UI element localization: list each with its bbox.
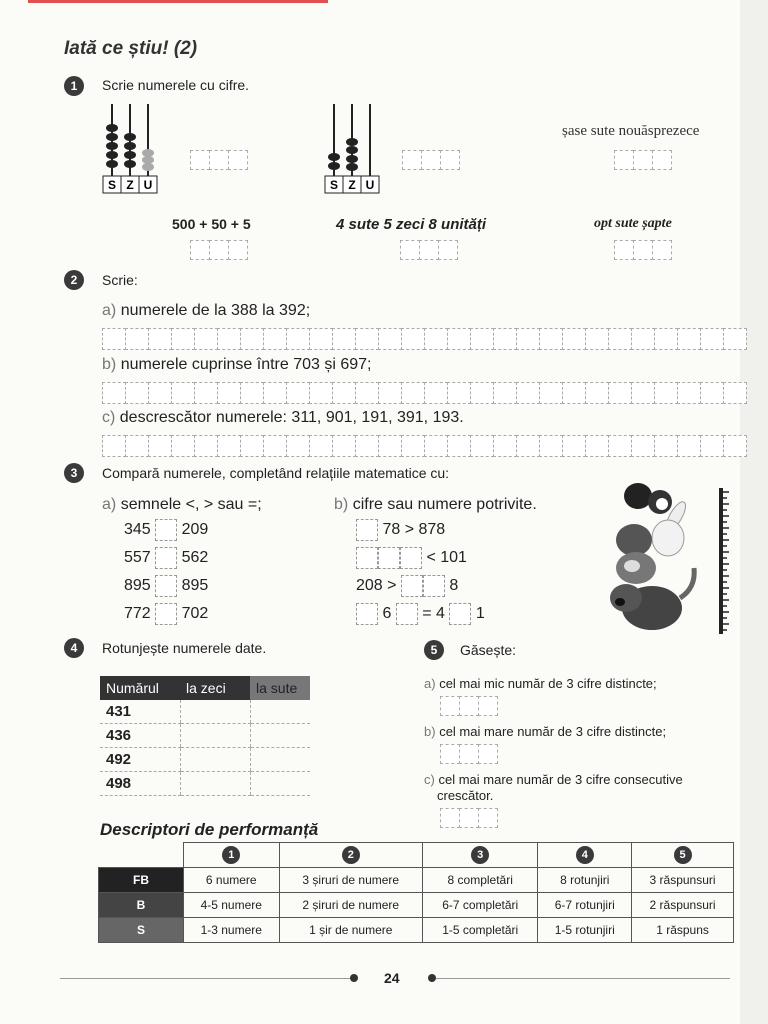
- descriptor-cell: 1-5 rotunjiri: [538, 918, 632, 943]
- answer-box[interactable]: [562, 435, 586, 457]
- abacus-label-u: U: [143, 178, 153, 192]
- abacus2-label-s: S: [329, 178, 339, 192]
- answer-box[interactable]: [447, 382, 471, 404]
- fill-slot[interactable]: [401, 575, 423, 597]
- answer-box[interactable]: [286, 328, 310, 350]
- rounding-tens-cell[interactable]: [180, 724, 250, 748]
- expression-1: 500 + 50 + 5: [172, 216, 251, 232]
- exercise-5c-letter: c): [424, 772, 435, 787]
- compare-right: 562: [181, 549, 209, 567]
- answer-box[interactable]: [585, 435, 609, 457]
- descriptor-cell: 2 șiruri de numere: [279, 893, 422, 918]
- exercise-1-number: 1: [64, 76, 84, 96]
- descriptors-col-4: [538, 843, 632, 868]
- answer-box[interactable]: [194, 328, 218, 350]
- answer-box[interactable]: [286, 435, 310, 457]
- answer-box[interactable]: [217, 382, 241, 404]
- answer-box[interactable]: [677, 328, 701, 350]
- descriptor-number: 4: [576, 846, 594, 864]
- answer-box[interactable]: [447, 328, 471, 350]
- answer-box[interactable]: [562, 328, 586, 350]
- rounding-header-hundreds: la sute: [250, 676, 310, 700]
- fill-slot[interactable]: [423, 575, 445, 597]
- answer-box[interactable]: [263, 382, 287, 404]
- rounding-tens-cell[interactable]: [180, 772, 250, 796]
- answer-box[interactable]: [677, 435, 701, 457]
- table-row: [100, 724, 310, 748]
- answer-box[interactable]: [700, 435, 724, 457]
- table-row: [99, 918, 734, 943]
- expression-3: opt sute șapte: [594, 216, 672, 231]
- answer-box[interactable]: [102, 382, 126, 404]
- exercise-2c-text: descrescător numerele: 311, 901, 191, 391, 193.: [119, 409, 464, 426]
- answer-box[interactable]: [286, 382, 310, 404]
- top-accent-line: [28, 0, 328, 3]
- answer-box[interactable]: [493, 382, 517, 404]
- answer-box[interactable]: [470, 382, 494, 404]
- answer-box[interactable]: [309, 435, 333, 457]
- answer-box[interactable]: [539, 328, 563, 350]
- exercise-3a-letter: a): [102, 496, 117, 513]
- animals-illustration: [596, 478, 712, 650]
- footer-dot-left: [350, 974, 358, 982]
- exercise-5c-text-2: crescător.: [437, 788, 494, 803]
- answer-box[interactable]: [608, 328, 632, 350]
- exercise-3b: [334, 496, 537, 514]
- descriptor-cell: 2 răspunsuri: [632, 893, 734, 918]
- answer-box[interactable]: [493, 435, 517, 457]
- fill-slot[interactable]: [449, 603, 471, 625]
- descriptors-col-2: [279, 843, 422, 868]
- answer-box[interactable]: [355, 328, 379, 350]
- footer-line-left: [60, 978, 354, 979]
- rounding-table: [100, 676, 310, 796]
- exercise-5a-text: cel mai mic număr de 3 cifre distincte;: [439, 676, 657, 691]
- answer-box[interactable]: [631, 435, 655, 457]
- answer-box[interactable]: [654, 382, 678, 404]
- answer-box[interactable]: [493, 328, 517, 350]
- descriptor-number: 5: [674, 846, 692, 864]
- descriptor-cell: 8 completări: [423, 868, 538, 893]
- table-row: [100, 748, 310, 772]
- page-number: 24: [384, 970, 400, 986]
- exercise-5b-text: cel mai mare număr de 3 cifre distincte;: [439, 724, 667, 739]
- exercise-5-number: 5: [424, 640, 444, 660]
- answer-box[interactable]: [654, 435, 678, 457]
- answer-box[interactable]: [516, 382, 540, 404]
- answer-box[interactable]: [332, 382, 356, 404]
- answer-box[interactable]: [470, 435, 494, 457]
- abacus2-label-u: U: [365, 178, 375, 192]
- fill-slot[interactable]: [378, 547, 400, 569]
- exercise-3b-text: cifre sau numere potrivite.: [352, 496, 537, 513]
- answer-box[interactable]: [723, 382, 747, 404]
- answer-box[interactable]: [263, 435, 287, 457]
- rounding-header-tens: la zeci: [180, 676, 250, 700]
- page-title: Iată ce știu! (2): [64, 38, 198, 59]
- descriptor-cell: 6-7 completări: [423, 893, 538, 918]
- answer-boxes-expr-3[interactable]: [614, 240, 671, 260]
- answer-box[interactable]: [309, 382, 333, 404]
- table-row: [99, 893, 734, 918]
- compare-row-3: [124, 575, 208, 597]
- answer-box[interactable]: [332, 328, 356, 350]
- answer-box[interactable]: [171, 435, 195, 457]
- exercise-2a-letter: a): [102, 302, 117, 319]
- exercise-2-instruction: Scrie:: [102, 272, 138, 288]
- descriptor-cell: 1 răspuns: [632, 918, 734, 943]
- descriptors-title: Descriptori de performanță: [100, 820, 319, 839]
- ruler: [716, 488, 730, 634]
- words-number-text: șase sute nouăsprezece: [562, 123, 700, 139]
- exercise-2b-text: numerele cuprinse între 703 și 697;: [120, 356, 372, 373]
- answer-box[interactable]: [148, 382, 172, 404]
- descriptors-col-5: [632, 843, 734, 868]
- rounding-hundreds-cell[interactable]: [250, 748, 310, 772]
- level-label: FB: [99, 868, 184, 893]
- answer-box[interactable]: [378, 382, 402, 404]
- answer-box[interactable]: [424, 382, 448, 404]
- compare-left: 772: [124, 605, 151, 623]
- answer-box[interactable]: [102, 328, 126, 350]
- rounding-header-number: Numărul: [100, 676, 180, 700]
- compare-left: 895: [124, 577, 151, 595]
- level-label: S: [99, 918, 184, 943]
- fill-text-c: 1: [475, 605, 485, 623]
- descriptor-number: 3: [471, 846, 489, 864]
- rounding-number: 498: [100, 772, 180, 796]
- abacus2-label-z: Z: [348, 178, 356, 192]
- answer-box[interactable]: [148, 435, 172, 457]
- answer-box[interactable]: [355, 382, 379, 404]
- descriptor-cell: 1-3 numere: [184, 918, 280, 943]
- answer-box[interactable]: [723, 435, 747, 457]
- descriptor-number: 2: [342, 846, 360, 864]
- exercise-3-number: 3: [64, 463, 84, 483]
- answer-box[interactable]: [309, 328, 333, 350]
- fill-text-a: 6: [382, 605, 392, 623]
- descriptor-cell: 8 rotunjiri: [538, 868, 632, 893]
- exercise-5a: [424, 676, 657, 691]
- descriptor-number: 1: [222, 846, 240, 864]
- descriptors-col-3: [423, 843, 538, 868]
- answer-box[interactable]: [608, 435, 632, 457]
- answer-box[interactable]: [585, 382, 609, 404]
- fill-text: < 101: [426, 549, 467, 567]
- fill-text-b: = 4: [422, 605, 445, 623]
- answer-box[interactable]: [401, 382, 425, 404]
- compare-right: 895: [181, 577, 209, 595]
- abacus-2: [322, 102, 386, 196]
- compare-right: 209: [181, 521, 209, 539]
- answer-box[interactable]: [171, 328, 195, 350]
- answer-boxes-5b[interactable]: [440, 744, 497, 764]
- fill-slot[interactable]: [396, 603, 418, 625]
- answer-row-2c[interactable]: [102, 435, 746, 457]
- answer-box[interactable]: [102, 435, 126, 457]
- answer-boxes-words[interactable]: [614, 150, 671, 170]
- answer-box[interactable]: [516, 435, 540, 457]
- exercise-2c-letter: c): [102, 409, 116, 426]
- answer-box[interactable]: [539, 382, 563, 404]
- answer-box[interactable]: [217, 435, 241, 457]
- exercise-5-instruction: Găsește:: [460, 642, 517, 658]
- answer-boxes-abacus-2[interactable]: [402, 150, 459, 170]
- answer-boxes-expr-1[interactable]: [190, 240, 247, 260]
- abacus-1: [100, 102, 164, 196]
- fill-text-left: 208 >: [356, 577, 397, 595]
- compare-row-4: [124, 603, 208, 625]
- exercise-4-number: 4: [64, 638, 84, 658]
- compare-left: 345: [124, 521, 151, 539]
- fill-slot[interactable]: [356, 603, 378, 625]
- fill-row-3: [356, 575, 458, 597]
- compare-right: 702: [181, 605, 209, 623]
- answer-box[interactable]: [700, 328, 724, 350]
- compare-slot[interactable]: [155, 575, 177, 597]
- answer-box[interactable]: [562, 382, 586, 404]
- abacus-label-s: S: [107, 178, 117, 192]
- exercise-5c: [424, 772, 683, 787]
- expression-2: 4 sute 5 zeci 8 unități: [336, 216, 487, 233]
- exercise-5b: [424, 724, 666, 739]
- answer-boxes-5c[interactable]: [440, 808, 497, 828]
- answer-box[interactable]: [240, 328, 264, 350]
- answer-box[interactable]: [378, 328, 402, 350]
- footer-dot-right: [428, 974, 436, 982]
- abacus-label-z: Z: [126, 178, 134, 192]
- page-edge: [740, 0, 768, 1024]
- answer-boxes-abacus-1[interactable]: [190, 150, 247, 170]
- answer-box[interactable]: [677, 382, 701, 404]
- answer-box[interactable]: [148, 328, 172, 350]
- compare-left: 557: [124, 549, 151, 567]
- answer-box[interactable]: [700, 382, 724, 404]
- footer-line-right: [436, 978, 730, 979]
- compare-slot[interactable]: [155, 547, 177, 569]
- rounding-number: 492: [100, 748, 180, 772]
- descriptor-cell: 4-5 numere: [184, 893, 280, 918]
- fill-slot[interactable]: [400, 547, 422, 569]
- answer-box[interactable]: [585, 328, 609, 350]
- answer-box[interactable]: [470, 328, 494, 350]
- compare-row-2: [124, 547, 208, 569]
- fill-slot[interactable]: [356, 519, 378, 541]
- exercise-5b-letter: b): [424, 724, 436, 739]
- exercise-2b-letter: b): [102, 356, 117, 373]
- answer-box[interactable]: [194, 435, 218, 457]
- answer-box[interactable]: [631, 328, 655, 350]
- rounding-tens-cell[interactable]: [180, 700, 250, 724]
- answer-box[interactable]: [424, 328, 448, 350]
- exercise-3b-letter: b): [334, 496, 349, 513]
- rounding-number: 436: [100, 724, 180, 748]
- rounding-hundreds-cell[interactable]: [250, 700, 310, 724]
- exercise-4-instruction: Rotunjește numerele date.: [102, 640, 267, 656]
- answer-box[interactable]: [654, 328, 678, 350]
- fill-row-2: [356, 547, 467, 569]
- answer-box[interactable]: [447, 435, 471, 457]
- fill-row-1: [356, 519, 445, 541]
- rounding-hundreds-cell[interactable]: [250, 772, 310, 796]
- descriptors-table: [98, 842, 734, 943]
- answer-boxes-expr-2[interactable]: [400, 240, 457, 260]
- answer-box[interactable]: [194, 382, 218, 404]
- compare-slot[interactable]: [155, 519, 177, 541]
- rounding-tens-cell[interactable]: [180, 748, 250, 772]
- descriptor-cell: 3 răspunsuri: [632, 868, 734, 893]
- table-row: [100, 772, 310, 796]
- table-row: [100, 700, 310, 724]
- compare-row-1: [124, 519, 208, 541]
- answer-box[interactable]: [378, 435, 402, 457]
- answer-row-2b[interactable]: [102, 382, 746, 404]
- descriptor-cell: 3 șiruri de numere: [279, 868, 422, 893]
- exercise-2b: [102, 356, 372, 374]
- answer-box[interactable]: [125, 435, 149, 457]
- fill-text: 78 > 878: [382, 521, 446, 539]
- compare-slot[interactable]: [155, 603, 177, 625]
- descriptor-cell: 1-5 completări: [423, 918, 538, 943]
- answer-box[interactable]: [424, 435, 448, 457]
- exercise-3a: [102, 496, 262, 514]
- answer-box[interactable]: [240, 382, 264, 404]
- table-row: [99, 868, 734, 893]
- answer-box[interactable]: [723, 328, 747, 350]
- exercise-5c-text-1: cel mai mare număr de 3 cifre consecutive: [438, 772, 683, 787]
- answer-box[interactable]: [125, 382, 149, 404]
- descriptor-cell: 6-7 rotunjiri: [538, 893, 632, 918]
- fill-slot[interactable]: [356, 547, 378, 569]
- exercise-1-instruction: Scrie numerele cu cifre.: [102, 77, 250, 93]
- answer-box[interactable]: [171, 382, 195, 404]
- exercise-2a: [102, 302, 310, 320]
- exercise-2c: [102, 409, 464, 427]
- answer-box[interactable]: [631, 382, 655, 404]
- exercise-2a-text: numerele de la 388 la 392;: [120, 302, 311, 319]
- answer-box[interactable]: [240, 435, 264, 457]
- answer-box[interactable]: [608, 382, 632, 404]
- exercise-5a-letter: a): [424, 676, 436, 691]
- descriptor-cell: 6 numere: [184, 868, 280, 893]
- answer-box[interactable]: [263, 328, 287, 350]
- answer-box[interactable]: [401, 328, 425, 350]
- answer-box[interactable]: [125, 328, 149, 350]
- answer-box[interactable]: [539, 435, 563, 457]
- answer-box[interactable]: [516, 328, 540, 350]
- rounding-hundreds-cell[interactable]: [250, 724, 310, 748]
- answer-box[interactable]: [217, 328, 241, 350]
- answer-row-2a[interactable]: [102, 328, 746, 350]
- descriptor-cell: 1 șir de numere: [279, 918, 422, 943]
- exercise-3-instruction: Compară numerele, completând relațiile matematice cu:: [102, 465, 450, 481]
- exercise-3a-text: semnele <, > sau =;: [120, 496, 262, 513]
- fill-text-right: 8: [449, 577, 459, 595]
- descriptors-corner: [99, 843, 184, 868]
- answer-box[interactable]: [332, 435, 356, 457]
- descriptors-col-1: [184, 843, 280, 868]
- answer-box[interactable]: [355, 435, 379, 457]
- answer-box[interactable]: [401, 435, 425, 457]
- level-label: B: [99, 893, 184, 918]
- exercise-2-number: 2: [64, 270, 84, 290]
- rounding-number: 431: [100, 700, 180, 724]
- fill-row-4: [356, 603, 485, 625]
- answer-boxes-5a[interactable]: [440, 696, 497, 716]
